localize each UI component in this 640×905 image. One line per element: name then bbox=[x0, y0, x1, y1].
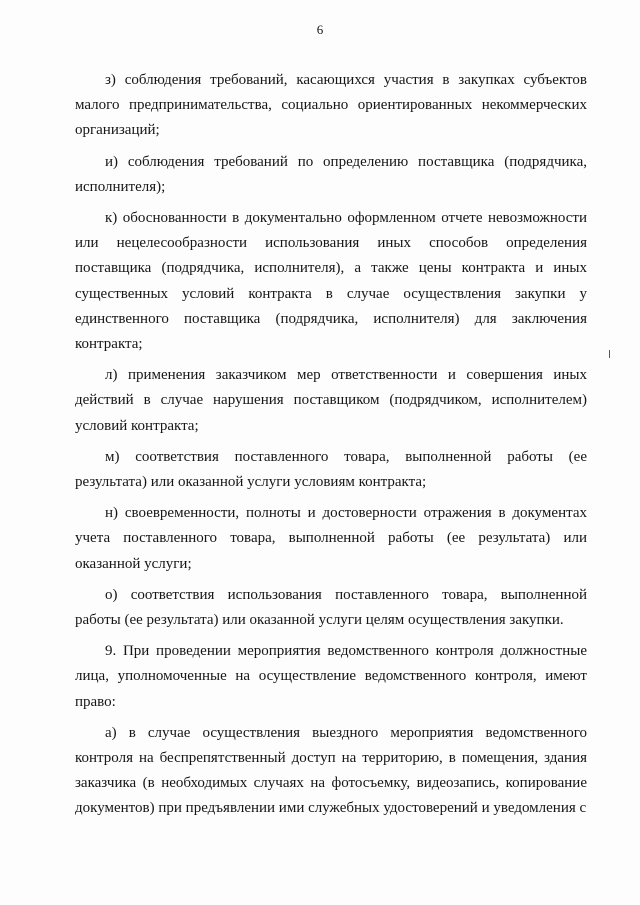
page-number: 6 bbox=[316, 22, 324, 37]
paragraph-9: 9. При проведении мероприятия ведомственного контроля должностные лица, уполномоченные на осуществление ведомственного контроля, имеют право: bbox=[75, 643, 587, 710]
paragraph-9a: а) в случае осуществления выездного мероприятия ведомственного контроля на беспрепятственный доступ на территорию, в помещения, здания заказчика (в необходимых случаях на фотосъемку, видеозапись, копирование документов) при предъявлении ими служебных удостоверений и уведомления с bbox=[75, 724, 587, 817]
paragraph-l: л) применения заказчиком мер ответственности и совершения иных действий в случае нарушения поставщиком (подрядчиком, исполнителем) условий контракта; bbox=[75, 367, 587, 434]
paragraph-m: м) соответствия поставленного товара, выполненной работы (ее результата) или оказанной услуги условиям контракта; bbox=[75, 448, 587, 491]
paragraph-n: н) своевременности, полноты и достоверности отражения в документах учета поставленного товара, выполненной работы (ее результата) или оказанной услуги; bbox=[75, 505, 587, 572]
scan-mark bbox=[609, 350, 610, 358]
paragraph-k: к) обоснованности в документально оформленном отчете невозможности или нецелесообразности использования иных способов определения поставщика (подрядчика, исполнителя), а также цены контракта и иных существенных условий контракта в случае осуществления закупки у единственного поставщика (подрядчика, исполнителя) для заключения контракта; bbox=[75, 210, 587, 353]
paragraph-o: о) соответствия использования поставленного товара, выполненной работы (ее результата) или оказанной услуги целям осуществления закупки. bbox=[75, 586, 587, 629]
paragraph-z: з) соблюдения требований, касающихся участия в закупках субъектов малого предпринимательства, социально ориентированных некоммерческих организаций; bbox=[75, 72, 587, 139]
paragraph-i: и) соблюдения требований по определению поставщика (подрядчика, исполнителя); bbox=[75, 153, 587, 195]
document-body bbox=[75, 68, 587, 828]
